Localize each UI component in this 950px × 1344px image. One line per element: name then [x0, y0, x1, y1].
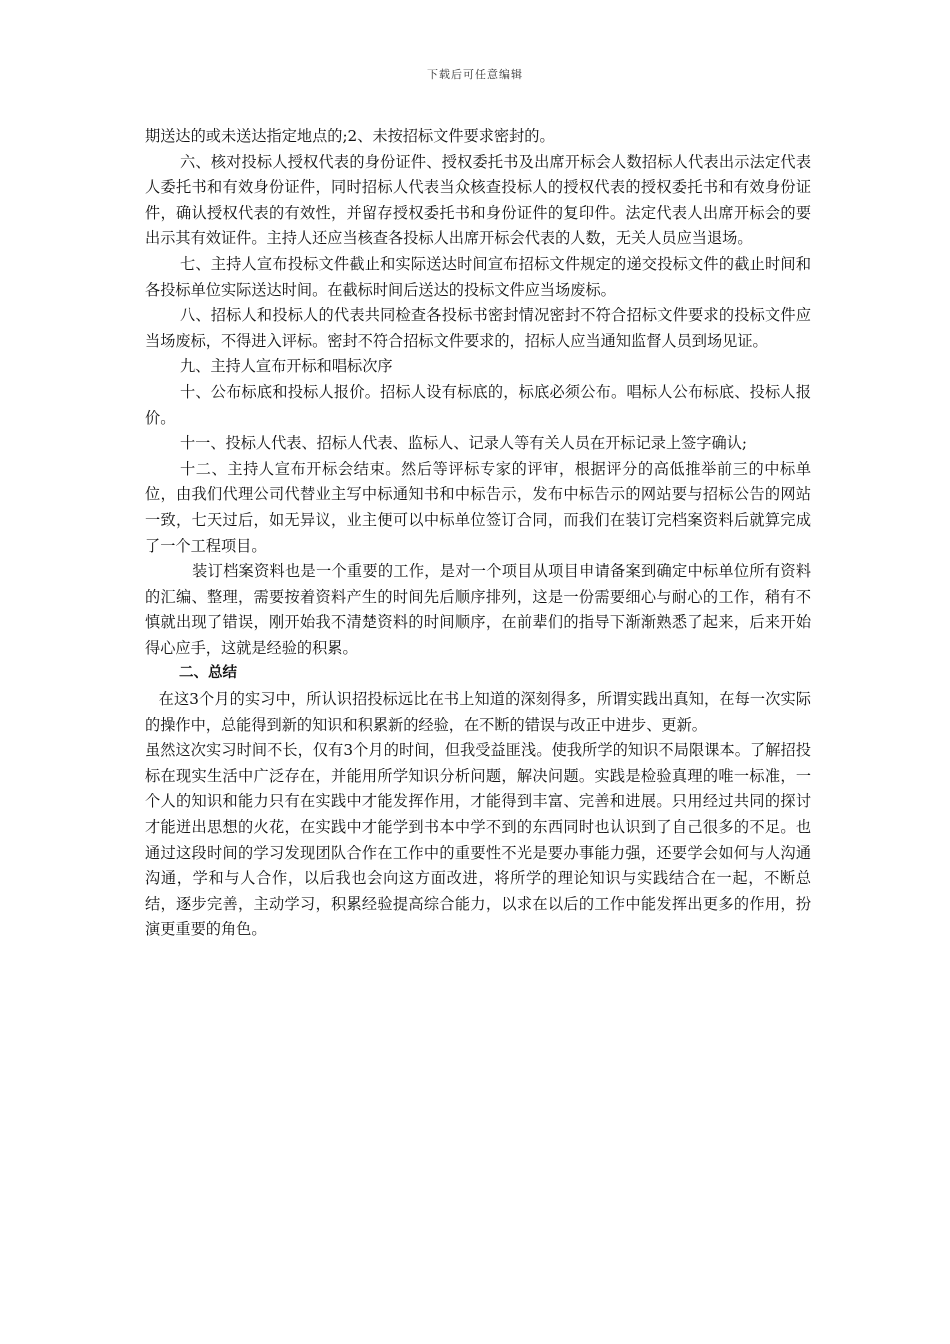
paragraph-continuation: 期送达的或未送达指定地点的;2、未按招标文件要求密封的。 [145, 127, 555, 145]
section-heading-summary: 二、总结 [179, 665, 237, 682]
paragraph-item-7: 七、主持人宣布投标文件截止和实际送达时间宣布招标文件规定的递交投标文件的截止时间和各投标单位实际送达时间。在截标时间后送达的投标文件应当场废标。 [145, 254, 811, 299]
document-body [145, 124, 811, 943]
paragraph-archive: 装订档案资料也是一个重要的工作，是对一个项目从项目申请备案到确定中标单位所有资料的汇编、整理，需要按着资料产生的时间先后顺序排列，这是一份需要细心与耐心的工作，稍有不慎就出现了错误，刚开始我不清楚资料的时间顺序，在前辈们的指导下渐渐熟悉了起来，后来开始得心应手，这就是经验的积累。 [145, 562, 811, 657]
paragraph-item-10: 十、公布标底和投标人报价。招标人设有标底的，标底必须公布。唱标人公布标底、投标人报价。 [145, 382, 811, 427]
paragraph-item-8: 八、招标人和投标人的代表共同检查各投标书密封情况密封不符合招标文件要求的投标文件应当场废标，不得进入评标。密封不符合招标文件要求的，招标人应当通知监督人员到场见证。 [145, 306, 811, 350]
paragraph-item-6: 六、核对投标人授权代表的身份证件、授权委托书及出席开标会人数招标人代表出示法定代表人委托书和有效身份证件，同时招标人代表当众核查投标人的授权代表的授权委托书和有效身份证件，确认授权代表的有效性，并留存授权委托书和身份证件的复印件。法定代表人出席开标会的要出示其有效证件。主持人还应当核查各投标人出席开标会代表的人数，无关人员应当退场。 [145, 152, 811, 248]
paragraph-item-11: 十一、投标人代表、招标人代表、监标人、记录人等有关人员在开标记录上签字确认; [179, 434, 748, 453]
paragraph-item-12: 十二、主持人宣布开标会结束。然后等评标专家的评审，根据评分的高低推举前三的中标单位，由我们代理公司代替业主写中标通知书和中标告示，发布中标告示的网站要与招标公告的网站一致，七天过后，如无异议，业主便可以中标单位签订合同，而我们在装订完档案资料后就算完成了一个工程项目。 [145, 459, 811, 555]
header-note: 下载后可任意编辑 [427, 68, 523, 81]
paragraph-summary-2: 虽然这次实习时间不长，仅有3个月的时间，但我受益匪浅。使我所学的知识不局限课本。了解招投标在现实生活中广泛存在，并能用所学知识分析问题，解决问题。实践是检验真理的唯一标准，一个人的知识和能力只有在实践中才能发挥作用，才能得到丰富、完善和进展。只用经过共同的探讨才能迸出思想的火花，在实践中才能学到书本中学不到的东西同时也认识到了自己很多的不足。也通过这段时间的学习发现团队合作在工作中的重要性不光是要办事能力强，还要学会如何与人沟通沟通，学和与人合作，以后我也会向这方面改进，将所学的理论知识与实践结合在一起，不断总结，逐步完善，主动学习，积累经验提高综合能力，以求在以后的工作中能发挥出更多的作用，扮演更重要的角色。 [145, 741, 811, 939]
paragraph-summary-1: 在这3个月的实习中，所认识招投标远比在书上知道的深刻得多，所谓实践出真知，在每一次实际的操作中，总能得到新的知识和积累新的经验，在不断的错误与改正中进步、更新。 [145, 690, 811, 734]
paragraph-item-9: 九、主持人宣布开标和唱标次序 [179, 357, 393, 376]
